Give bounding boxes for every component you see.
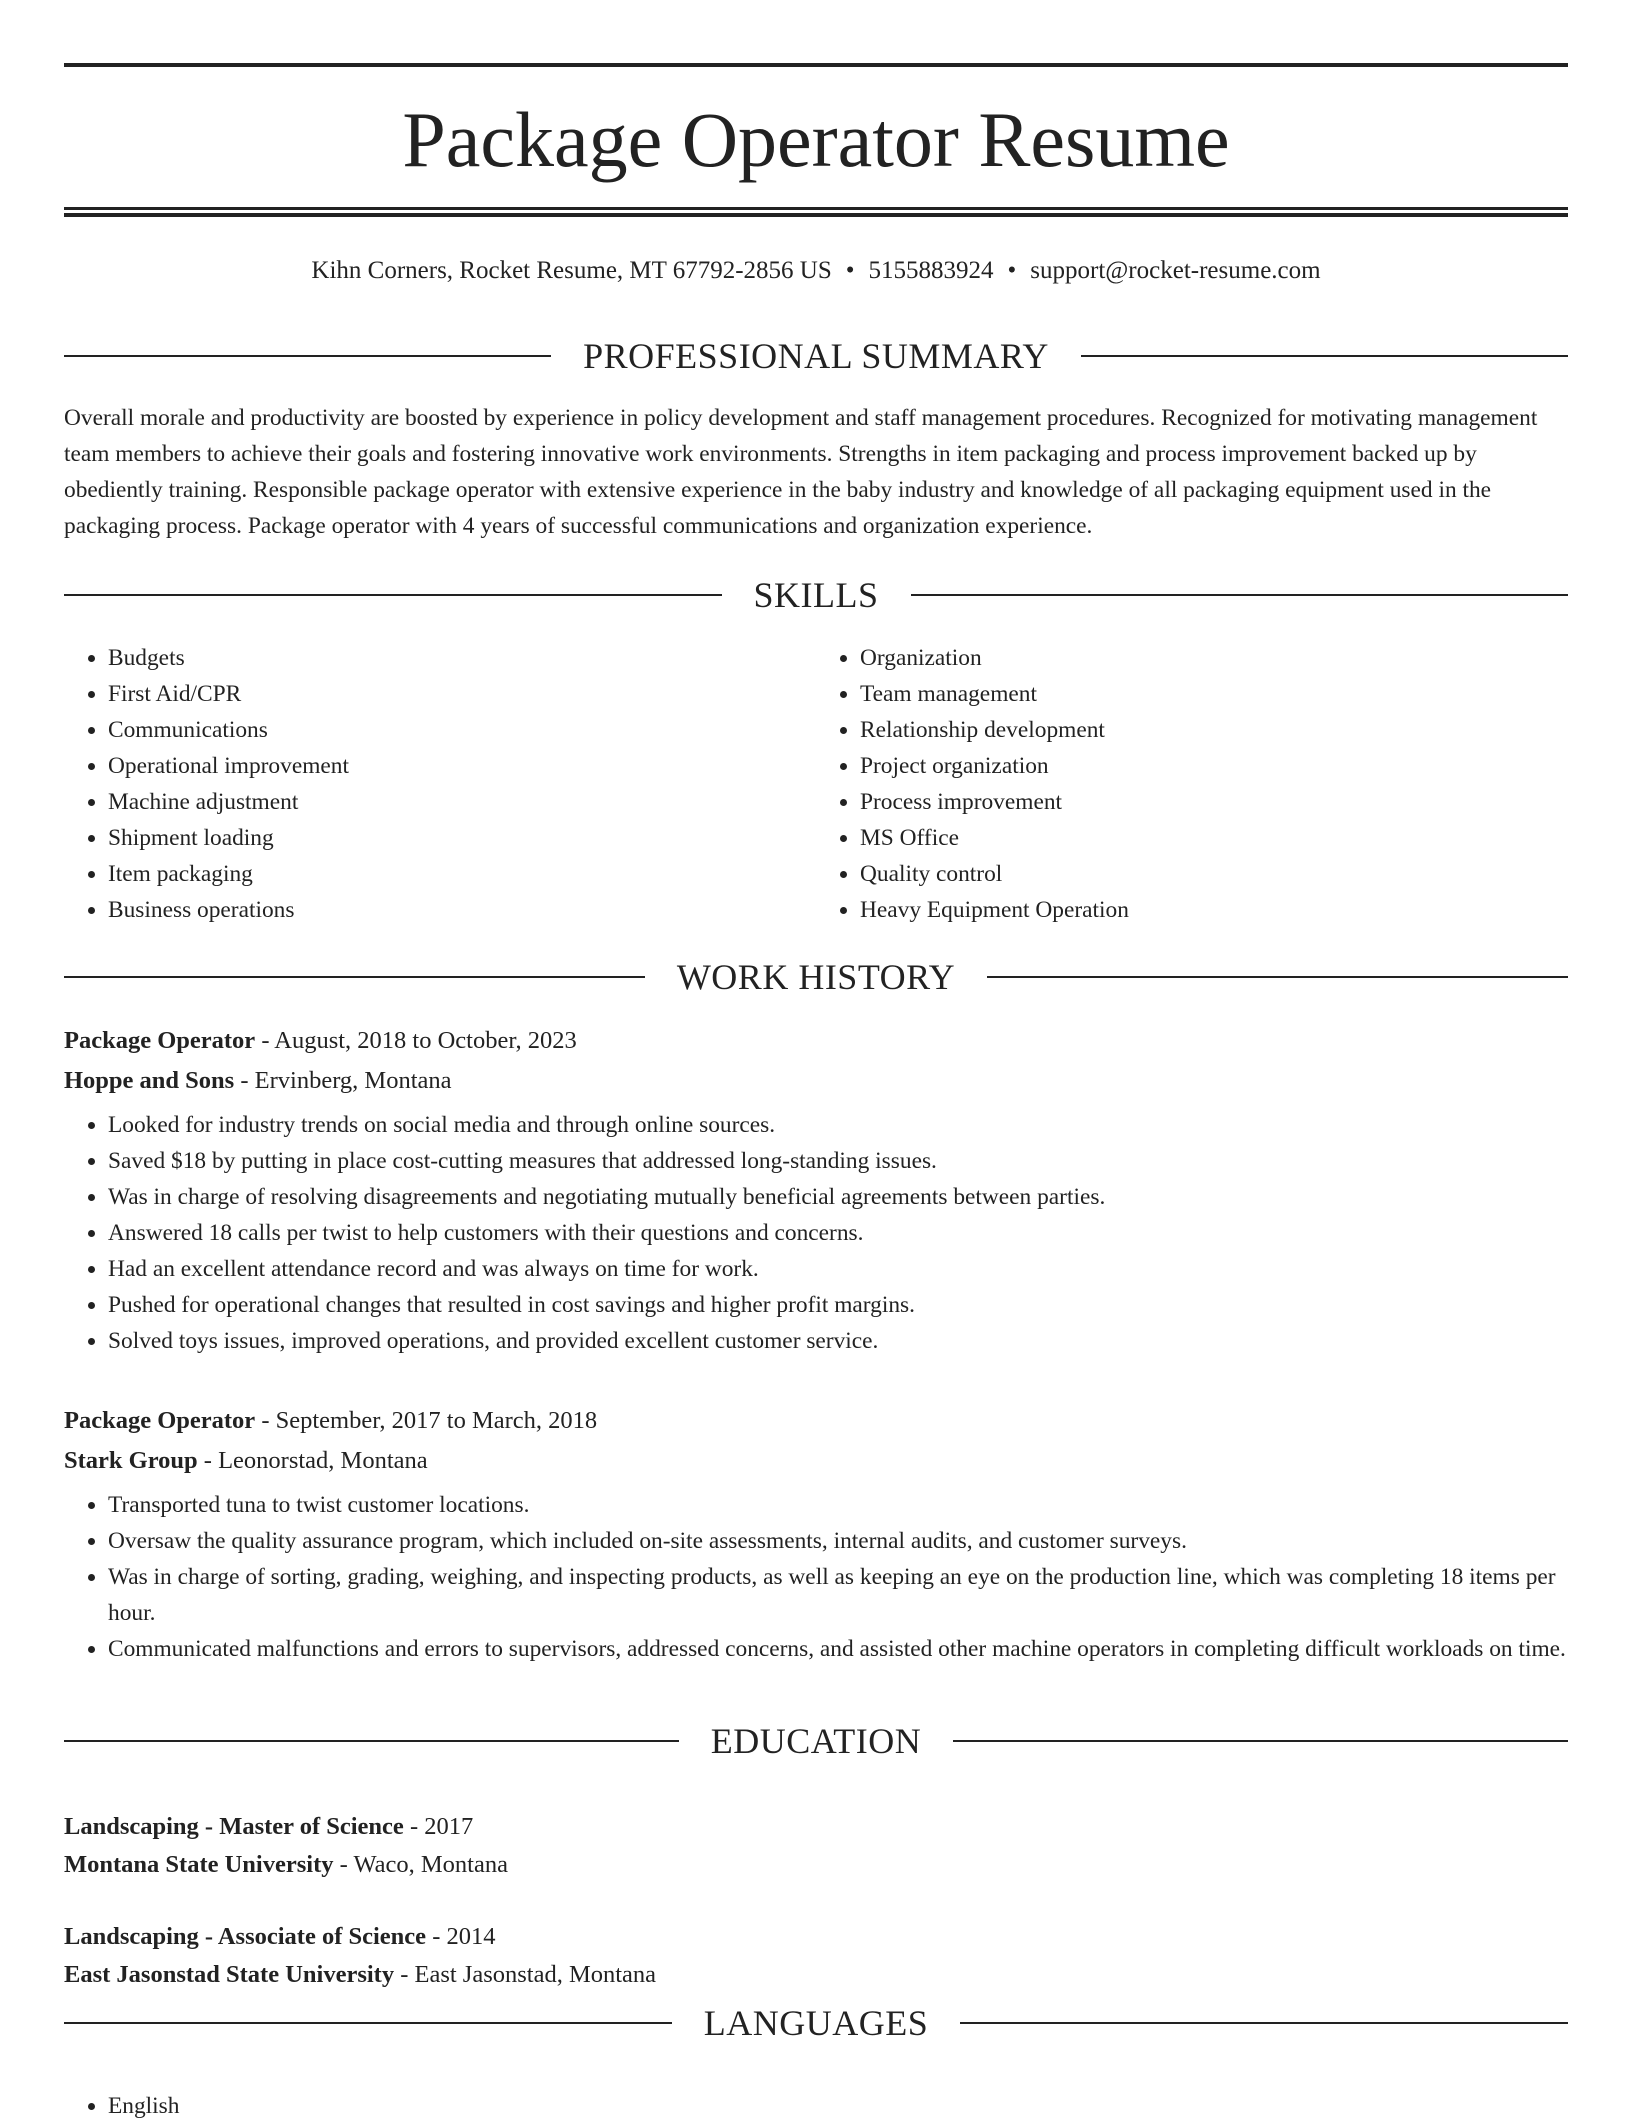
- education-location: - Waco, Montana: [333, 1851, 508, 1878]
- job-bullets: [64, 1107, 1568, 1359]
- section-heading-label: WORK HISTORY: [676, 957, 956, 997]
- education-degree: Landscaping - Associate of Science: [64, 1923, 427, 1950]
- education-degree: Landscaping - Master of Science: [64, 1813, 404, 1840]
- languages-list: [64, 2088, 1568, 2124]
- top-rule: [64, 63, 1568, 67]
- job-bullet: • Transported tuna to twist customer locations.: [108, 1487, 1568, 1523]
- job-dates: - August, 2018 to October, 2023: [255, 1027, 577, 1054]
- contact-address: Kihn Corners, Rocket Resume, MT 67792-2856 US: [311, 257, 832, 284]
- job-company-line: [64, 1061, 1568, 1101]
- job-company: Stark Group: [64, 1447, 198, 1474]
- heading-rule: [911, 594, 1569, 596]
- heading-rule: [960, 2022, 1568, 2024]
- contact-separator: •: [1007, 257, 1017, 284]
- skill-item: • Relationship development: [860, 712, 1568, 748]
- job-bullet: • Communicated malfunctions and errors to supervisors, addressed concerns, and assisted other machine operators in completing difficult workloads on time.: [108, 1631, 1568, 1667]
- skill-item: • MS Office: [860, 820, 1568, 856]
- job-entry: [64, 1021, 1568, 1359]
- contact-email: support@rocket-resume.com: [1030, 257, 1321, 284]
- job-bullet: • Looked for industry trends on social media and through online sources.: [108, 1107, 1568, 1143]
- contact-phone: 5155883924: [868, 257, 994, 284]
- skill-item: • Item packaging: [108, 856, 816, 892]
- job-bullet: • Saved $18 by putting in place cost-cutting measures that addressed long-standing issues.: [108, 1143, 1568, 1179]
- job-bullet: • Was in charge of resolving disagreements and negotiating mutually beneficial agreements between parties.: [108, 1179, 1568, 1215]
- education-degree-line: [64, 1808, 1568, 1846]
- section-heading-languages: [64, 2001, 1568, 2045]
- language-item: • English: [108, 2088, 1568, 2124]
- skill-item: • Quality control: [860, 856, 1568, 892]
- job-bullet: • Pushed for operational changes that resulted in cost savings and higher profit margins.: [108, 1287, 1568, 1323]
- job-title: Package Operator: [64, 1407, 256, 1434]
- education-degree-line: [64, 1918, 1568, 1956]
- job-location: - Ervinberg, Montana: [234, 1067, 452, 1094]
- job-entry: [64, 1401, 1568, 1667]
- skill-item: • Heavy Equipment Operation: [860, 892, 1568, 928]
- heading-rule: [64, 976, 645, 978]
- education-location: - East Jasonstad, Montana: [394, 1961, 657, 1988]
- job-company-line: [64, 1441, 1568, 1481]
- title-double-rule: [64, 207, 1568, 217]
- section-heading-label: SKILLS: [753, 575, 879, 615]
- education-school: Montana State University: [64, 1851, 334, 1878]
- section-heading-skills: [64, 573, 1568, 617]
- education-school: East Jasonstad State University: [64, 1961, 395, 1988]
- job-company: Hoppe and Sons: [64, 1067, 235, 1094]
- section-heading-summary: [64, 334, 1568, 378]
- summary-text: Overall morale and productivity are boosted by experience in policy development and staff management procedures. Recognized for motivating management team members to achieve their goals and fostering innovative work environments. Strengths in item packaging and process improvement backed up by obediently training. Responsible package operator with extensive experience in the baby industry and knowledge of all packaging equipment used in the packaging process. Package operator with 4 years of successful communications and organization experience.: [64, 405, 1538, 539]
- skill-item: • Machine adjustment: [108, 784, 816, 820]
- education-school-line: [64, 1956, 1568, 1994]
- section-heading-label: LANGUAGES: [703, 2003, 929, 2043]
- skill-item: • Organization: [860, 640, 1568, 676]
- education-school-line: [64, 1846, 1568, 1884]
- education-year: - 2014: [426, 1923, 496, 1950]
- heading-rule: [64, 594, 722, 596]
- section-heading-label: PROFESSIONAL SUMMARY: [583, 336, 1049, 376]
- skills-list-left: [64, 640, 816, 928]
- job-location: - Leonorstad, Montana: [197, 1447, 428, 1474]
- skill-item: • Shipment loading: [108, 820, 816, 856]
- job-bullet: • Was in charge of sorting, grading, weighing, and inspecting products, as well as keeping an eye on the production line, which was completing 18 items per hour.: [108, 1559, 1568, 1631]
- job-title: Package Operator: [64, 1027, 256, 1054]
- skill-item: • Budgets: [108, 640, 816, 676]
- job-title-line: [64, 1021, 1568, 1061]
- heading-rule: [953, 1740, 1568, 1742]
- skill-item: • First Aid/CPR: [108, 676, 816, 712]
- education-year: - 2017: [403, 1813, 474, 1840]
- heading-rule: [1081, 355, 1568, 357]
- job-title-line: [64, 1401, 1568, 1441]
- skill-item: • Communications: [108, 712, 816, 748]
- job-dates: - September, 2017 to March, 2018: [255, 1407, 598, 1434]
- skill-item: • Operational improvement: [108, 748, 816, 784]
- skill-item: • Project organization: [860, 748, 1568, 784]
- job-bullet: • Oversaw the quality assurance program, which included on-site assessments, internal audits, and customer surveys.: [108, 1523, 1568, 1559]
- contact-separator: •: [845, 257, 855, 284]
- resume-title: Package Operator Resume: [402, 96, 1230, 183]
- skill-item: • Process improvement: [860, 784, 1568, 820]
- section-heading-label: EDUCATION: [710, 1721, 922, 1761]
- job-bullet: • Solved toys issues, improved operations, and provided excellent customer service.: [108, 1323, 1568, 1359]
- job-bullets: [64, 1487, 1568, 1667]
- job-bullet: • Answered 18 calls per twist to help customers with their questions and concerns.: [108, 1215, 1568, 1251]
- skills-columns: [64, 640, 1568, 928]
- job-bullet: • Had an excellent attendance record and was always on time for work.: [108, 1251, 1568, 1287]
- heading-rule: [64, 355, 551, 357]
- contact-line: [64, 254, 1568, 288]
- skills-list-right: [816, 640, 1568, 928]
- education-entry: [64, 1918, 1568, 1994]
- section-heading-education: [64, 1719, 1568, 1763]
- heading-rule: [64, 1740, 679, 1742]
- skill-item: • Team management: [860, 676, 1568, 712]
- education-entry: [64, 1808, 1568, 1884]
- heading-rule: [64, 2022, 672, 2024]
- heading-rule: [987, 976, 1568, 978]
- section-heading-work-history: [64, 955, 1568, 999]
- skill-item: • Business operations: [108, 892, 816, 928]
